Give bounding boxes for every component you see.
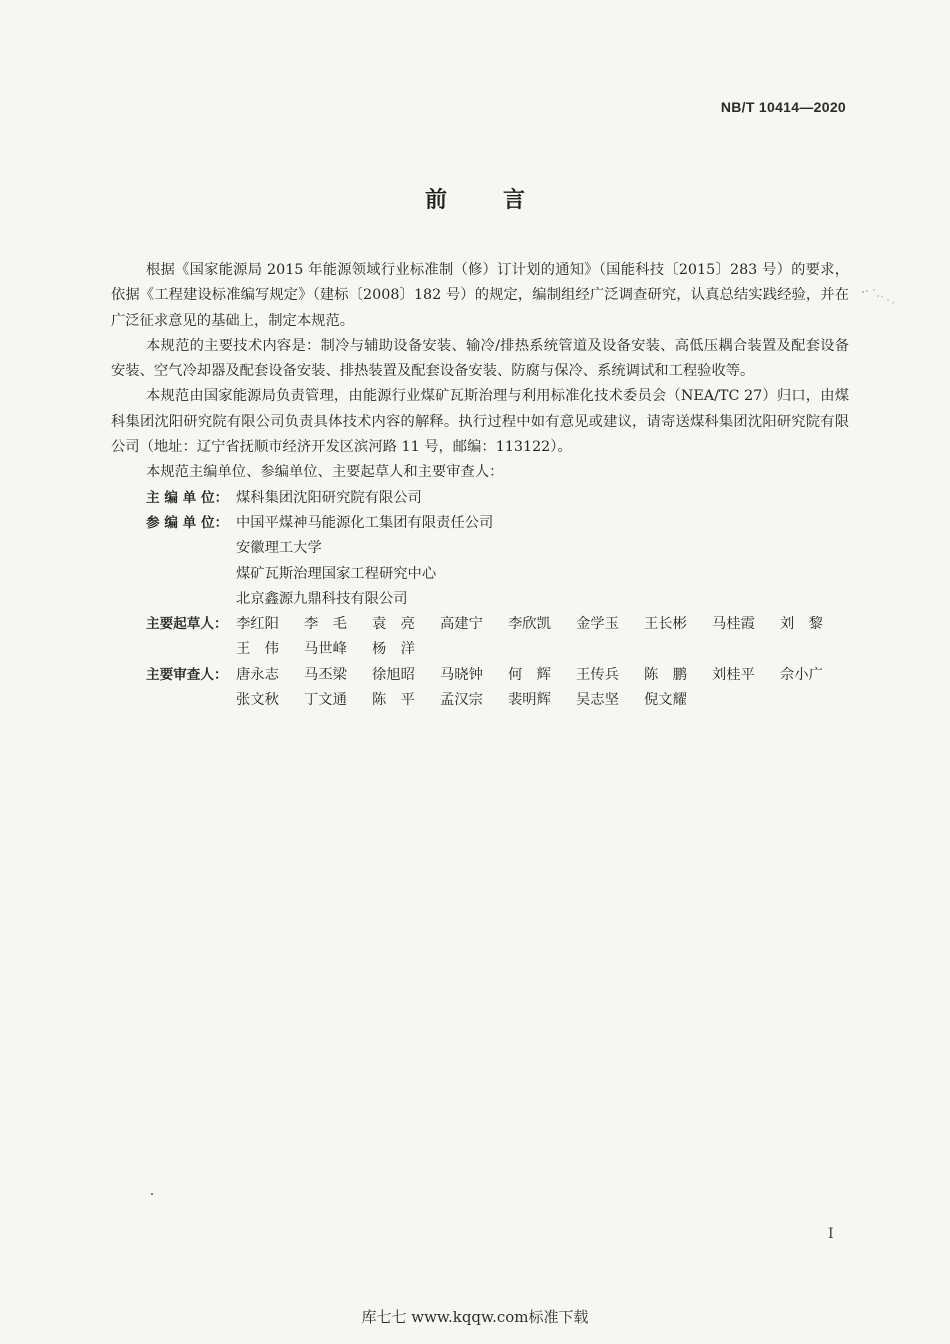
drafters-list [236,612,849,663]
scan-dot [151,1193,153,1195]
reviewer-name: 丁文通 [304,692,347,709]
participant-unit: 北京鑫源九鼎科技有限公司 [236,590,408,607]
reviewer-name: 何 辉 [508,666,551,683]
drafter-name: 王长彬 [644,616,687,633]
reviewer-name: 吴志坚 [576,692,619,709]
drafters-row [111,612,849,663]
drafter-name: 马桂霞 [712,616,755,633]
chief-editor-row [111,486,849,511]
reviewer-name: 马丕梁 [304,666,347,683]
reviewer-name: 陈 平 [372,692,415,709]
participant-unit: 安徽理工大学 [236,540,322,557]
standard-code: NB/T 10414—2020 [720,99,846,115]
page-title: 前言 [424,188,581,213]
intro-line: 本规范主编单位、参编单位、主要起草人和主要审查人： [146,464,504,481]
reviewer-name: 裴明辉 [508,692,551,709]
paragraph-management: 本规范由国家能源局负责管理，由能源行业煤矿瓦斯治理与利用标准化技术委员会（NEA/TC 27）归口，由煤科集团沈阳研究院有限公司负责具体技术内容的解释。执行过程中如有意见或建议，请寄送煤科集团沈阳研究院有限公司（地址：辽宁省抚顺市经济开发区滨河路 11 号，邮编：113122）。 [111,388,849,456]
drafter-name: 李红阳 [236,616,279,633]
chief-editor-label: 主 编 单 位： [146,489,229,506]
paragraph-content: 本规范的主要技术内容是：制冷与辅助设备安装、输冷/排热系统管道及设备安装、高低压耦合装置及配套设备安装、空气冷却器及配套设备安装、排热装置及配套设备安装、防腐与保冷、系统调试和工程验收等。 [111,337,849,380]
chief-editor-value: 煤科集团沈阳研究院有限公司 [236,489,422,506]
drafter-name: 杨 洋 [372,641,415,658]
reviewer-name: 孟汉宗 [440,692,483,709]
reviewer-name: 佘小广 [780,666,823,683]
drafter-name: 袁 亮 [372,616,415,633]
participants-list [236,511,849,612]
site-watermark: 库七七 www.kqqw.com标准下载 [361,1308,589,1326]
participant-unit: 煤矿瓦斯治理国家工程研究中心 [236,565,437,582]
reviewer-name: 徐旭昭 [372,666,415,683]
reviewer-name: 马晓钟 [440,666,483,683]
document-body [111,258,849,713]
reviewer-name: 王传兵 [576,666,619,683]
reviewers-list [236,663,849,714]
reviewer-name: 刘桂平 [712,666,755,683]
drafter-name: 马世峰 [304,641,347,658]
reviewers-row [111,663,849,714]
reviewer-name: 陈 鹏 [644,666,687,683]
drafter-name: 高建宁 [440,616,483,633]
paragraph-basis: 根据《国家能源局 2015 年能源领域行业标准制（修）订计划的通知》（国能科技〔2015〕283 号）的要求，依据《工程建设标准编写规定》（建标〔2008〕182 号）的规定，编制组经广泛调查研究，认真总结实践经验，并在广泛征求意见的基础上，制定本规范。 [111,262,849,329]
drafter-name: 李 毛 [304,616,347,633]
reviewers-label: 主要审查人： [146,666,228,683]
drafter-name: 刘 黎 [780,616,823,633]
reviewer-name: 倪文耀 [644,692,687,709]
drafter-name: 李欣凯 [508,616,551,633]
page-number: I [828,1226,834,1242]
participant-unit: 中国平煤神马能源化工集团有限责任公司 [236,514,494,531]
drafter-name: 金学玉 [576,616,619,633]
drafter-name: 王 伟 [236,641,279,658]
drafters-label: 主要起草人： [146,616,228,633]
participants-row [111,511,849,612]
participants-label: 参 编 单 位： [146,514,229,531]
scan-speckle [860,288,900,310]
reviewer-name: 张文秋 [236,692,279,709]
reviewer-name: 唐永志 [236,666,279,683]
